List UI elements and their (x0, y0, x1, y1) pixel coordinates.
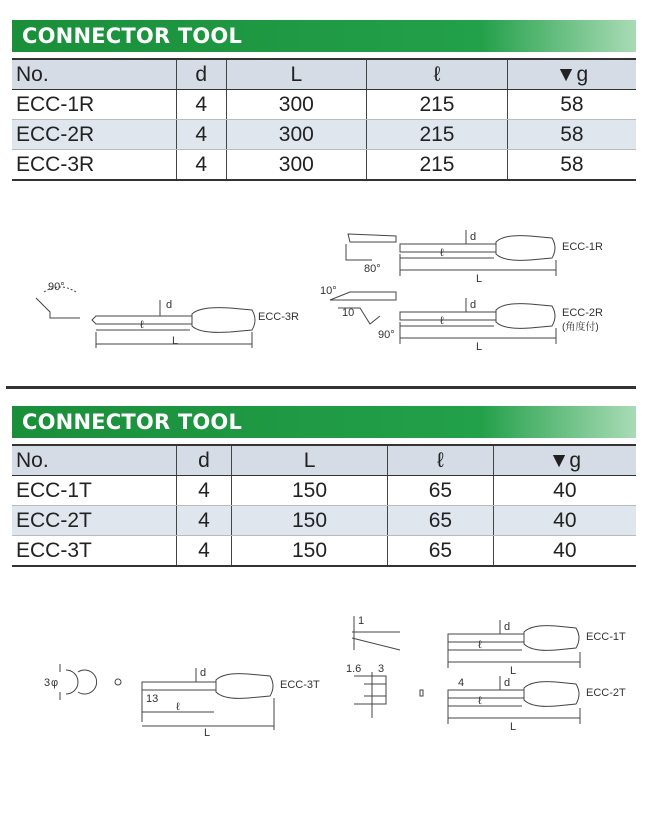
cell-d: 4 (177, 476, 232, 506)
ecc-1r-handle (496, 236, 555, 261)
ecc-2r-tip-detail (330, 292, 396, 300)
cell-shaft-length: 65 (388, 536, 494, 567)
dim-10-label: 10 (342, 307, 355, 319)
ecc-3t-handle (216, 674, 273, 699)
col-length: L (226, 59, 367, 90)
dim-l-label: ℓ (440, 247, 444, 259)
dim-L-label: L (510, 721, 517, 733)
angle-90-label: 90° (48, 281, 65, 293)
dim-d-label: d (470, 299, 477, 311)
cell-length: 150 (231, 536, 387, 567)
cell-length: 300 (226, 150, 367, 181)
dim-L-label: L (172, 335, 179, 347)
cell-length: 300 (226, 90, 367, 120)
dim-d-label: d (200, 667, 207, 679)
angle-10-label: 10° (320, 285, 337, 297)
cell-no: ECC-3T (12, 536, 177, 567)
dim-1-6-label: 1.6 (346, 663, 362, 675)
ecc-2r-label: ECC-2R (562, 307, 603, 319)
table-row (12, 506, 636, 536)
cell-no: ECC-3R (12, 150, 177, 181)
ecc-2t-label: ECC-2T (586, 687, 626, 699)
cell-shaft-length: 65 (388, 506, 494, 536)
col-shaft-length: ℓ (388, 445, 494, 476)
phi-symbol: φ (51, 677, 59, 689)
col-length: L (231, 445, 387, 476)
dim-l-label: ℓ (440, 315, 444, 327)
tool-diagram-r-series (0, 220, 652, 360)
dim-L-label: L (476, 341, 483, 353)
tip-angle-detail (36, 298, 80, 318)
ecc-2t-shaft (448, 690, 524, 698)
ecc-1t-shaft (448, 634, 524, 642)
cell-no: ECC-1T (12, 476, 177, 506)
dim-3-label: 3 (44, 677, 51, 689)
col-no: No. (12, 59, 177, 90)
dim-l-label: ℓ (478, 639, 482, 651)
dim-3-label: 3 (378, 663, 385, 675)
ecc-2t-handle (524, 682, 579, 707)
ecc-1r-shaft (400, 244, 496, 252)
dim-d-label: d (470, 231, 477, 243)
table-row (12, 90, 636, 120)
cell-weight: 58 (507, 90, 636, 120)
section-title: CONNECTOR TOOL (12, 20, 636, 52)
tip-profile-icon (115, 679, 121, 685)
ecc-3t-label: ECC-3T (280, 679, 320, 691)
dim-13-label: 13 (146, 693, 159, 705)
ecc-2r-shaft (400, 312, 496, 320)
ecc-3r-handle (192, 308, 255, 333)
angle-80-label: 80° (364, 263, 381, 275)
table-row (12, 476, 636, 506)
dim-4-label: 4 (458, 677, 465, 689)
ecc-2r-handle (496, 304, 555, 329)
tool-diagram-t-series (0, 610, 652, 750)
ecc-1r-tip-detail (348, 234, 396, 242)
dim-L-label: L (510, 665, 517, 677)
cell-d: 4 (177, 120, 227, 150)
col-weight: ▼g (507, 59, 636, 90)
ecc-2r-note: (角度付) (562, 322, 599, 333)
cell-d: 4 (177, 90, 227, 120)
col-shaft-length: ℓ (367, 59, 508, 90)
cell-shaft-length: 65 (388, 476, 494, 506)
dim-d-label: d (504, 621, 511, 633)
cell-weight: 40 (493, 506, 636, 536)
table-row (12, 150, 636, 181)
cell-no: ECC-1R (12, 90, 177, 120)
ecc-3t-shaft (142, 682, 216, 690)
tip-profile-icon (420, 690, 423, 696)
ecc-3r-label: ECC-3R (258, 311, 299, 323)
table-header-row (12, 445, 636, 476)
cross-section-detail (66, 670, 78, 694)
cell-d: 4 (177, 150, 227, 181)
ecc-1t-label: ECC-1T (586, 631, 626, 643)
cell-weight: 58 (507, 150, 636, 181)
dim-d-label: d (504, 677, 511, 689)
cell-d: 4 (177, 536, 232, 567)
cell-length: 300 (226, 120, 367, 150)
cell-no: ECC-2T (12, 506, 177, 536)
dim-d-label: d (166, 299, 173, 311)
col-d: d (177, 59, 227, 90)
connector-tool-section-2 (12, 406, 636, 567)
spec-table (12, 444, 636, 567)
section-title: CONNECTOR TOOL (12, 406, 636, 438)
cell-shaft-length: 215 (367, 90, 508, 120)
dim-L-label: L (204, 727, 211, 739)
fork-tip-detail (354, 676, 386, 704)
cell-weight: 40 (493, 536, 636, 567)
dim-l-label: ℓ (140, 319, 144, 331)
dim-1-label: 1 (358, 615, 365, 627)
angle-90b-label: 90° (378, 329, 395, 341)
cell-weight: 40 (493, 476, 636, 506)
col-d: d (177, 445, 232, 476)
cell-d: 4 (177, 506, 232, 536)
table-row (12, 120, 636, 150)
table-header-row (12, 59, 636, 90)
cell-shaft-length: 215 (367, 120, 508, 150)
table-row (12, 536, 636, 567)
cell-weight: 58 (507, 120, 636, 150)
dim-l-label: ℓ (176, 701, 180, 713)
blade-tip-detail (352, 632, 400, 650)
cell-no: ECC-2R (12, 120, 177, 150)
dim-l-label: ℓ (478, 695, 482, 707)
spec-table (12, 58, 636, 181)
cell-shaft-length: 215 (367, 150, 508, 181)
col-weight: ▼g (493, 445, 636, 476)
connector-tool-section-1 (12, 20, 636, 181)
dim-L-label: L (476, 273, 483, 285)
section-divider (6, 386, 636, 389)
cell-length: 150 (231, 506, 387, 536)
ecc-1t-handle (524, 626, 579, 651)
cell-length: 150 (231, 476, 387, 506)
ecc-1r-label: ECC-1R (562, 241, 603, 253)
col-no: No. (12, 445, 177, 476)
